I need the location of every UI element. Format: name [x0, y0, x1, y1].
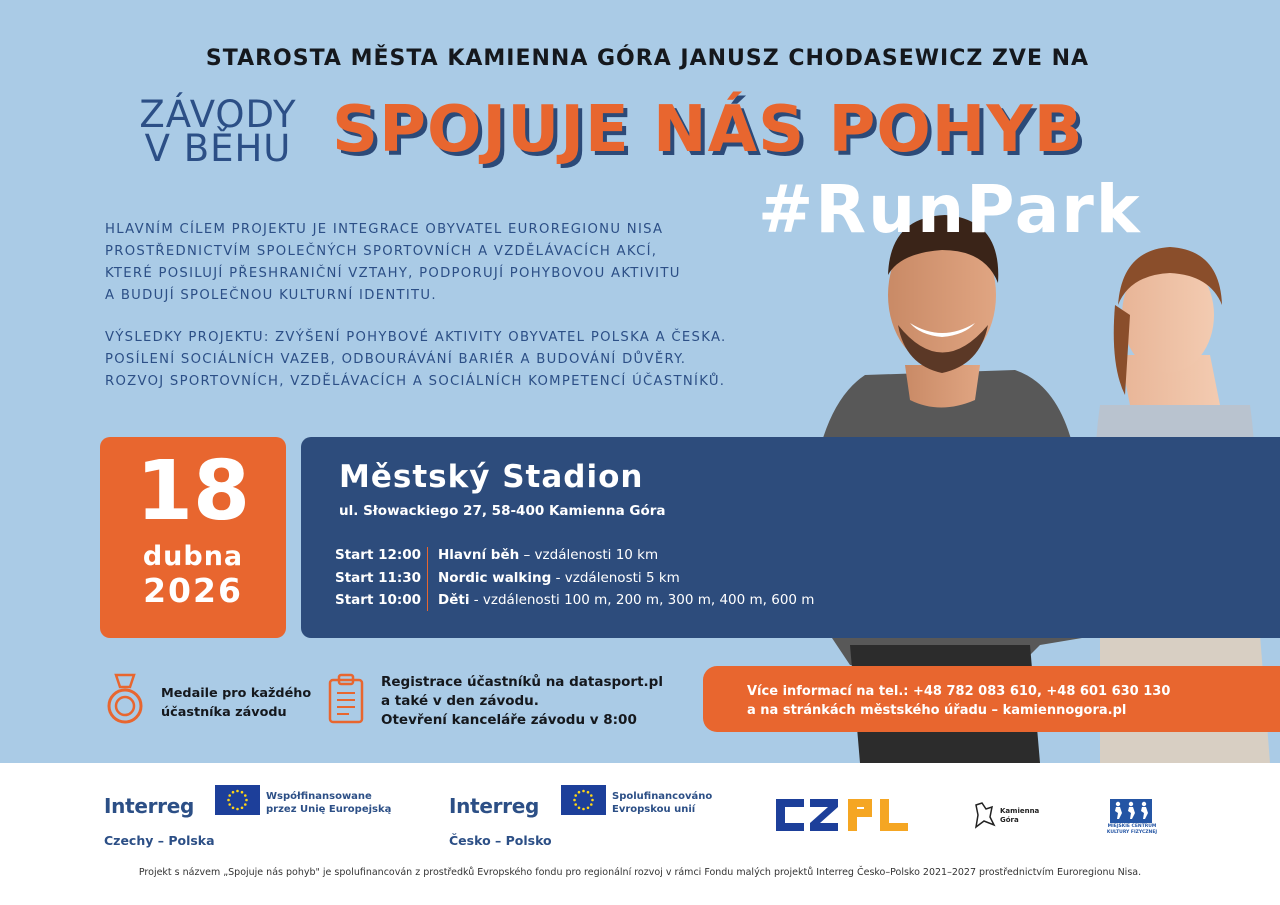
schedule-detail: - vzdálenosti 5 km — [551, 569, 680, 586]
medal-info — [161, 684, 311, 722]
eu-text-line: Spolufinancováno — [612, 791, 713, 802]
invitation-line: STAROSTA MĚSTA KAMIENNA GÓRA JANUSZ CHODASEWICZ ZVE NA — [205, 46, 1090, 71]
paragraph-line: A BUDUJÍ SPOLEČNOU KULTURNÍ IDENTITU. — [105, 288, 437, 303]
region-label: Česko – Polsko — [449, 833, 552, 848]
interreg-logo: Interreg — [449, 794, 540, 818]
paragraph-line: PROSTŘEDNICTVÍM SPOLEČNÝCH SPORTOVNÍCH A VZDĚLÁVACÍCH AKCÍ, — [105, 244, 658, 259]
paragraph-line: VÝSLEDKY PROJEKTU: ZVÝŠENÍ POHYBOVÉ AKTIVITY OBYVATEL POLSKA A ČESKA. — [105, 330, 727, 345]
date-month: dubna — [142, 541, 244, 572]
schedule-description — [438, 547, 658, 563]
hashtag: #RunPark — [758, 171, 1142, 248]
schedule-detail: - vzdálenosti 100 m, 200 m, 300 m, 400 m, 600 m — [469, 592, 815, 608]
date-day: 18 — [135, 444, 251, 539]
sport-logo-line: KULTURY FIZYCZNEJ — [1106, 830, 1158, 835]
paragraph-line: KTERÉ POSILUJÍ PŘESHRANIČNÍ VZTAHY, PODPORUJÍ POHYBOVOU AKTIVITU — [105, 266, 681, 281]
paragraph-line: POSÍLENÍ SOCIÁLNÍCH VAZEB, ODBOURÁVÁNÍ BARIÉR A BUDOVÁNÍ DŮVĚRY. — [105, 352, 687, 367]
venue-address: ul. Słowackiego 27, 58-400 Kamienna Góra — [339, 503, 666, 519]
city-logo-line: Góra — [1000, 816, 1019, 824]
schedule-description — [438, 592, 814, 608]
medal-line: účastníka závodu — [161, 705, 287, 720]
contact-line: a na stránkách městského úřadu – kamiennogora.pl — [747, 703, 1127, 718]
schedule-divider — [427, 547, 428, 611]
schedule-time: Start 11:30 — [335, 569, 422, 586]
schedule-event: Děti — [438, 592, 470, 608]
contact-line: Více informací na tel.: +48 782 083 610, +48 601 630 130 — [747, 684, 1171, 699]
eu-text-line: Evropskou unií — [612, 804, 696, 815]
eu-flag-icon — [215, 785, 260, 815]
funding-footnote: Projekt s názvem „Spojuje nás pohyb" je spolufinancován z prostředků Evropského fondu pro regionální rozvoj v rámci Fondu malých projektů Interreg Česko–Polsko 2021–2027 prostřednictvím Euroregionu Nisa. — [138, 867, 1142, 878]
interreg-logo: Interreg — [104, 794, 195, 818]
sport-logo-line: MIEJSKIE CENTRUM — [1107, 824, 1157, 829]
date-year: 2026 — [143, 571, 243, 610]
venue-name: Městský Stadion — [339, 459, 644, 495]
paragraph-line: ROZVOJ SPORTOVNÍCH, VZDĚLÁVACÍCH A SOCIÁLNÍCH KOMPETENCÍ ÚČASTNÍKŮ. — [105, 374, 726, 389]
city-crest-icon — [972, 801, 996, 829]
medal-icon — [104, 673, 146, 725]
eu-text-line: przez Unię Europejską — [266, 804, 392, 815]
project-goal-paragraph — [105, 219, 681, 307]
subtitle-line-1: ZÁVODY — [139, 93, 297, 136]
schedule-description — [438, 570, 680, 586]
city-logo-line: Kamienna — [1000, 807, 1040, 815]
eu-cofinancing-pl — [266, 790, 391, 816]
sponsor-footer — [0, 763, 1280, 905]
clipboard-icon — [327, 673, 365, 725]
schedule-detail: – vzdálenosti 10 km — [519, 547, 659, 563]
paragraph-line: HLAVNÍM CÍLEM PROJEKTU JE INTEGRACE OBYVATEL EUROREGIONU NISA — [105, 222, 664, 237]
event-headline: SPOJUJE NÁS POHYB — [332, 93, 1084, 167]
venue-box — [301, 437, 1280, 638]
registration-line: a také v den závodu. — [381, 693, 539, 709]
eu-cofinancing-cz — [612, 790, 712, 816]
sport-centre-logo-icon — [1110, 799, 1152, 823]
schedule-time: Start 10:00 — [335, 592, 422, 608]
contact-box — [703, 666, 1280, 732]
schedule-event: Nordic walking — [438, 569, 552, 586]
subtitle-line-2: V BĚHU — [144, 127, 292, 170]
schedule-time: Start 12:00 — [335, 547, 422, 563]
contact-info — [747, 682, 1170, 720]
region-label: Czechy – Polska — [104, 833, 215, 848]
cz-pl-logo — [776, 799, 908, 833]
medal-line: Medaile pro každého — [161, 686, 312, 701]
city-logo-text — [1000, 807, 1039, 825]
event-date-box — [100, 437, 286, 638]
registration-line: Otevření kanceláře závodu v 8:00 — [381, 712, 637, 728]
registration-line: Registrace účastníků na datasport.pl — [381, 674, 663, 690]
schedule-event: Hlavní běh — [438, 547, 520, 563]
project-results-paragraph — [105, 327, 727, 393]
eu-flag-icon — [561, 785, 606, 815]
registration-info — [381, 673, 663, 730]
event-subtitle — [118, 93, 318, 170]
eu-text-line: Współfinansowane — [266, 791, 372, 802]
sport-centre-logo-text — [1104, 824, 1160, 836]
